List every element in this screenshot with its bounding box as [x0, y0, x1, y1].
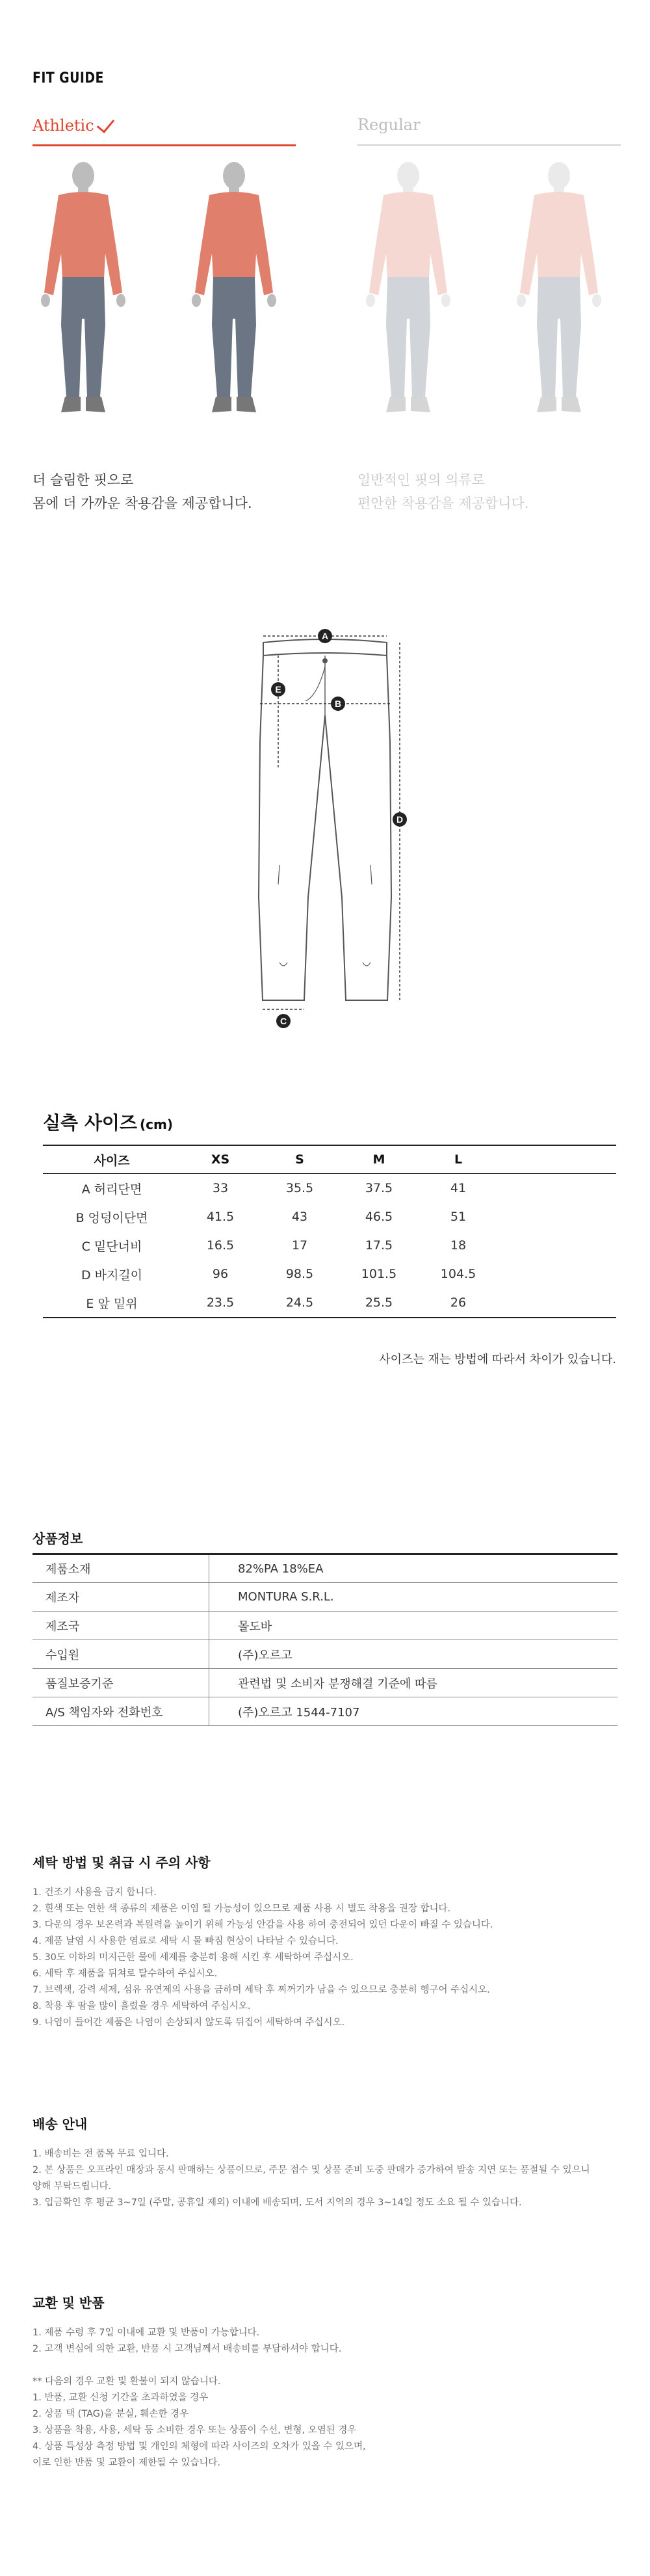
- size-header: M: [339, 1145, 419, 1174]
- shipping-title: 배송 안내: [32, 2116, 88, 2132]
- figure-left-hand: [41, 294, 50, 307]
- list-item: 3. 다운의 경우 보온력과 복원력을 높이기 위해 가능성 안감을 사용 하여 충전되어 있던 다운이 빠질 수 있습니다.: [32, 1920, 493, 1930]
- list-item: 5. 30도 이하의 미지근한 물에 세제를 충분히 용해 시킨 후 세탁하여 주십시오.: [32, 1952, 354, 1963]
- pants-measurement-diagram: [240, 624, 410, 1034]
- table-row: A/S 책임자와 전화번호 (주)오르고 1544-7107: [32, 1697, 618, 1726]
- list-item: 양해 부탁드립니다.: [32, 2181, 112, 2192]
- list-item: 6. 세탁 후 제품을 뒤쳐로 탈수하여 주십시오.: [32, 1969, 218, 1979]
- check-icon: [96, 114, 114, 133]
- figure-pants: [537, 277, 581, 397]
- figure-right-hand: [441, 294, 450, 307]
- diagram-label-c: C: [280, 1016, 287, 1026]
- figure-right-shoe: [562, 397, 581, 412]
- size-header: XS: [181, 1145, 260, 1174]
- figure-pants: [212, 277, 256, 397]
- figure-head: [223, 162, 245, 189]
- list-item: [32, 2357, 618, 2374]
- figure-head: [72, 162, 94, 189]
- figure-right-hand: [267, 294, 276, 307]
- figure-left-shoe: [537, 397, 556, 412]
- diagram-label-d: D: [396, 814, 404, 825]
- product-info-title: 상품정보: [32, 1531, 83, 1547]
- figure-head: [397, 162, 419, 189]
- care-title: 세탁 방법 및 취급 시 주의 사항: [32, 1855, 211, 1870]
- figure-left-hand: [192, 294, 201, 307]
- list-item: 3. 입금확인 후 평균 3~7일 (주말, 공휴일 제외) 이내에 배송되며, 도서 지역의 경우 3~14일 정도 소요 될 수 있습니다.: [32, 2198, 522, 2208]
- list-item: 2. 상품 택 (TAG)을 분실, 훼손한 경우: [32, 2409, 189, 2419]
- regular-front-figure: [350, 156, 467, 429]
- list-item: 1. 배송비는 전 품목 무료 입니다.: [32, 2149, 169, 2159]
- athletic-description: 더 슬림한 핏으로 몸에 더 가까운 착용감을 제공합니다.: [32, 472, 252, 511]
- tab-athletic[interactable]: [32, 116, 296, 146]
- list-item: 2. 흰색 또는 연한 색 종류의 제품은 이염 될 가능성이 있으므로 제품 사용 시 별도 착용을 권장 합니다.: [32, 1904, 451, 1914]
- list-item: 3. 상품을 착용, 사용, 세탁 등 소비한 경우 또는 상품이 수선, 변형, 오염된 경우: [32, 2425, 357, 2436]
- exchange-title: 교환 및 반품: [32, 2295, 105, 2311]
- athletic-front-figure: [25, 156, 142, 429]
- table-row: 제조국 몰도바: [32, 1612, 618, 1640]
- size-header: 사이즈: [43, 1145, 181, 1174]
- list-item: 1. 건조기 사용을 금지 합니다.: [32, 1887, 157, 1898]
- care-list: [32, 1885, 618, 2031]
- diagram-label-a: A: [321, 631, 329, 641]
- table-row: 제품소재 82%PA 18%EA: [32, 1554, 618, 1583]
- diagram-label-b: B: [334, 698, 342, 709]
- regular-back-figure: [500, 156, 618, 429]
- table-row: A 허리단면 33 35.5 37.5 41: [81, 1181, 467, 1197]
- list-item: 4. 상품 특성상 측정 방법 및 개인의 체형에 따라 사이즈의 오차가 있을 수 있으며,: [32, 2441, 366, 2452]
- table-row: D 바지길이 96 98.5 101.5 104.5: [81, 1267, 476, 1282]
- diagram-label-e: E: [275, 684, 281, 695]
- list-item: 8. 착용 후 땀을 많이 흘렸을 경우 세탁하여 주십시오.: [32, 2001, 251, 2012]
- list-item: 1. 반품, 교환 신청 기간을 초과하였을 경우: [32, 2393, 209, 2403]
- figure-left-shoe: [386, 397, 406, 412]
- table-row: 제조자 MONTURA S.R.L.: [32, 1583, 618, 1612]
- figure-right-shoe: [86, 397, 105, 412]
- table-row: C 밑단너비 16.5 17 17.5 18: [81, 1238, 467, 1254]
- list-item: 2. 고객 변심에 의한 교환, 반품 시 고객님께서 배송비를 부담하셔야 합니다.: [32, 2344, 342, 2354]
- regular-description: 일반적인 핏의 의류로 편안한 착용감을 제공합니다.: [358, 472, 529, 511]
- shipping-list: [32, 2146, 618, 2211]
- size-table: [43, 1145, 616, 1318]
- size-table-title: 실측 사이즈 (cm): [43, 1112, 173, 1134]
- figure-pants: [61, 277, 105, 397]
- size-unit: (cm): [140, 1117, 173, 1132]
- size-header: S: [260, 1145, 339, 1174]
- table-row: 품질보증기준 관련법 및 소비자 분쟁해결 기준에 따름: [32, 1669, 618, 1697]
- size-note: 사이즈는 재는 방법에 따라서 차이가 있습니다.: [379, 1353, 616, 1366]
- list-item: 2. 본 상품은 오프라인 매장과 동시 판매하는 상품이므로, 주문 접수 및 상품 준비 도중 판매가 증가하여 발송 지연 또는 품절될 수 있으니: [32, 2165, 590, 2175]
- figure-right-shoe: [237, 397, 256, 412]
- tab-athletic-label: Athletic: [32, 116, 94, 135]
- athletic-back-figure: [176, 156, 292, 429]
- figure-left-shoe: [212, 397, 231, 412]
- tab-regular[interactable]: [358, 116, 621, 146]
- figure-right-hand: [592, 294, 601, 307]
- list-item: 4. 제품 날염 시 사용한 염료로 세탁 시 물 빠짐 현상이 나타날 수 있습니다.: [32, 1936, 339, 1946]
- list-item: 7. 브렉색, 강력 세제, 섬유 유연제의 사용을 금하며 세탁 후 찌꺼기가 남을 수 있으므로 충분히 헹구어 주십시오.: [32, 1985, 490, 1995]
- exchange-list: [32, 2325, 618, 2471]
- figure-right-shoe: [411, 397, 430, 412]
- fit-guide-title: FIT GUIDE: [32, 70, 104, 86]
- list-item: 1. 제품 수령 후 7일 이내에 교환 및 반품이 가능합니다.: [32, 2328, 260, 2338]
- product-info-table: [32, 1553, 618, 1726]
- table-row: 수입원 (주)오르고: [32, 1640, 618, 1669]
- table-row: B 엉덩이단면 41.5 43 46.5 51: [75, 1210, 467, 1225]
- tab-regular-label: Regular: [358, 116, 421, 134]
- figure-left-shoe: [61, 397, 81, 412]
- table-row: E 앞 밑위 23.5 24.5 25.5 26: [43, 1288, 616, 1318]
- figure-left-hand: [366, 294, 375, 307]
- figure-right-hand: [116, 294, 125, 307]
- list-item: ** 다음의 경우 교환 및 환불이 되지 않습니다.: [32, 2376, 221, 2387]
- figure-head: [548, 162, 570, 189]
- list-item: 이로 인한 반품 및 교환이 제한될 수 있습니다.: [32, 2458, 220, 2468]
- figure-pants: [386, 277, 430, 397]
- list-item: 9. 나염이 들어간 제품은 나염이 손상되지 않도록 뒤집어 세탁하여 주십시오.: [32, 2017, 345, 2028]
- figure-left-hand: [517, 294, 526, 307]
- size-header: L: [419, 1145, 498, 1174]
